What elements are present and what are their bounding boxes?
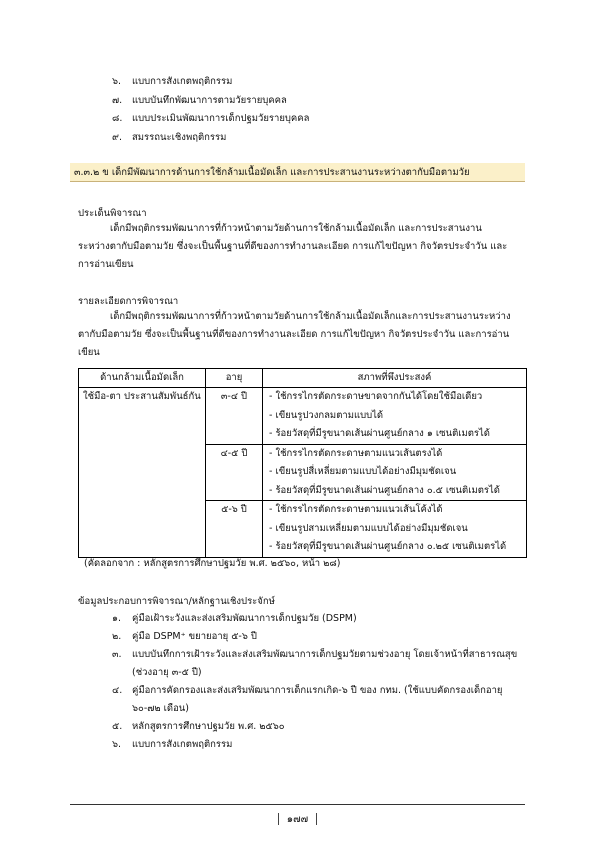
issue-paragraph: เด็กมีพฤติกรรมพัฒนาการที่ก้าวหน้าตามวัยด้านการใช้กล้ามเนื้อมัดเล็ก และการประสานงาน ระหว่างตากับมือตามวัย ซึ่งจะเป็นพื้นฐานที่ดีของการทำงานละเอียด การแก้ไขปัญหา กิจวัตรประจำวัน และ การอ่านเขียน [78,223,508,270]
age-cell: ๔-๕ ปี [206,444,263,501]
divider [316,813,317,825]
behavior-cell: - ใช้กรรไกรตัดกระดาษตามแนวเส้นตรงได้ - เขียนรูปสี่เหลี่ยมตามแบบได้อย่างมีมุมชัดเจน - ร้อยวัสดุที่มีรูขนาดเส้นผ่านศูนย์กลาง ๐.๕ เซนติเมตรได้ [263,444,527,501]
table-header-row [79,369,527,388]
column-header: สภาพที่พึงประสงค์ [263,369,527,388]
development-table [78,368,527,558]
list-item: ๗. แบบบันทึกพัฒนาการตามวัยรายบุคคล [112,94,287,106]
list-item: ๘. แบบประเมินพัฒนาการเด็กปฐมวัยรายบุคคล [112,113,310,124]
skill-cell: ใช้มือ-ตา ประสานสัมพันธ์กัน [79,388,206,558]
list-item: ๔. คู่มือการคัดกรองและส่งเสริมพัฒนาการเด็กแรกเกิด-๖ ปี ของ กทม. (ใช้แบบคัดกรองเด็กอายุ ๖๐-๗๒ เดือน) [112,685,503,714]
behavior-cell: - ใช้กรรไกรตัดกระดาษตามแนวเส้นโค้งได้ - เขียนรูปสามเหลี่ยมตามแบบได้อย่างมีมุมชัดเจน - ร้อยวัสดุที่มีรูขนาดเส้นผ่านศูนย์กลาง ๐.๒๕ เซนติเมตรได้ [263,501,527,558]
divider [278,813,279,825]
list-item: ๖. แบบการสังเกตพฤติกรรม [112,739,233,750]
details-heading: รายละเอียดการพิจารณา [78,296,179,307]
list-item: ๑. คู่มือเฝ้าระวังและส่งเสริมพัฒนาการเด็กปฐมวัย (DSPM) [112,613,357,624]
column-header: อายุ [206,369,263,388]
evidence-list [112,610,532,754]
list-item: ๓. แบบบันทึกการเฝ้าระวังและส่งเสริมพัฒนาการเด็กปฐมวัยตามช่วงอายุ โดยเจ้าหน้าที่สาธารณสุข (ช่วงอายุ ๓-๕ ปี) [112,649,518,678]
section-title: ๓.๓.๒ ข เด็กมีพัฒนาการด้านการใช้กล้ามเนื้อมัดเล็ก และการประสานงานระหว่างตากับมือตามวัย [70,163,525,182]
page-number: ๑๗๗ [0,812,595,827]
list-item: ๒. คู่มือ DSPM⁺ ขยายอายุ ๕-๖ ปี [112,631,257,642]
list-item: ๙. สมรรถนะเชิงพฤติกรรม [112,131,227,143]
issue-heading: ประเด็นพิจารณา [78,208,147,219]
age-cell: ๓-๔ ปี [206,388,263,445]
age-cell: ๕-๖ ปี [206,501,263,558]
source-note: (คัดลอกจาก : หลักสูตรการศึกษาปฐมวัย พ.ศ. ๒๕๖๐, หน้า ๒๘) [84,558,341,569]
list-item: ๖. แบบการสังเกตพฤติกรรม [112,76,233,87]
behavior-cell: - ใช้กรรไกรตัดกระดาษขาดจากกันได้โดยใช้มือเดียว - เขียนรูปวงกลมตามแบบได้ - ร้อยวัสดุที่มีรูขนาดเส้นผ่านศูนย์กลาง ๑ เซนติเมตรได้ [263,388,527,445]
list-item: ๕. หลักสูตรการศึกษาปฐมวัย พ.ศ. ๒๕๖๐ [112,721,285,732]
table-row [79,388,527,445]
footer-divider [70,804,525,805]
column-header: ด้านกล้ามเนื้อมัดเล็ก [79,369,206,388]
top-list [112,73,309,147]
evidence-heading: ข้อมูลประกอบการพิจารณา/หลักฐานเชิงประจักษ์ [78,596,275,607]
details-paragraph: เด็กมีพฤติกรรมพัฒนาการที่ก้าวหน้าตามวัยด้านการใช้กล้ามเนื้อมัดเล็กและการประสานงานระหว่าง ตากับมือตามวัย ซึ่งจะเป็นพื้นฐานที่ดีของการทำงานละเอียด การแก้ไขปัญหา กิจวัตรประจำวัน และการอ่าน เขียน [78,311,511,358]
